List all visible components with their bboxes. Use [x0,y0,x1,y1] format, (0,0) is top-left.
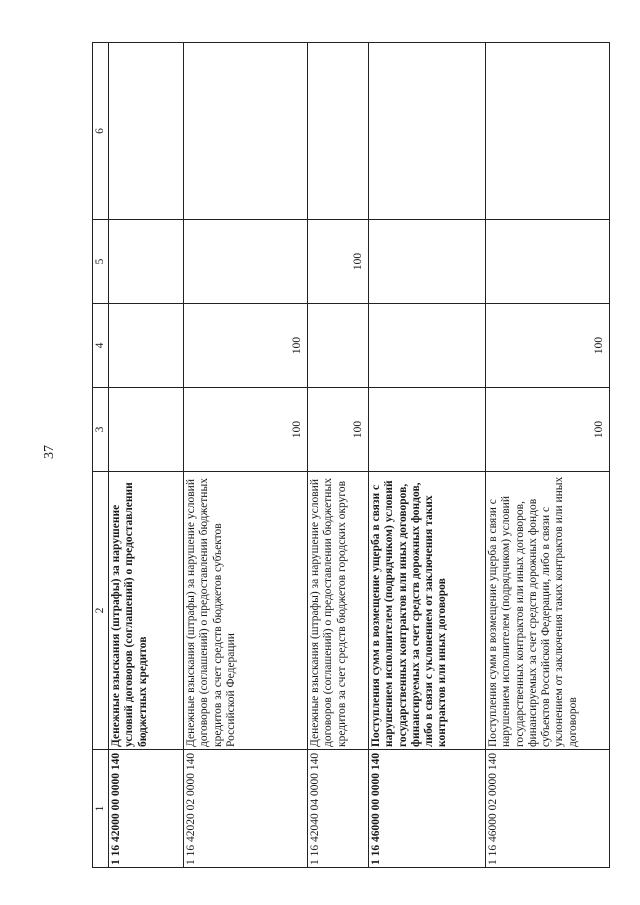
row-value-col6 [184,43,308,220]
header-row [93,43,109,868]
row-value-col3 [369,388,486,472]
row-value-col6 [308,43,369,220]
col-header-6: 6 [93,43,109,220]
table-row [184,43,308,868]
row-value-col3: 100 [308,388,369,472]
col-header-1: 1 [93,750,109,868]
row-value-col4 [109,304,184,388]
row-description: Денежные взыскания (штрафы) за нарушение условий договоров (соглашений) о предоставлении бюджетных кредитов за счет средств бюджетов городских округов [308,472,369,750]
row-description: Денежные взыскания (штрафы) за нарушение условий договоров (соглашений) о предоставлении бюджетных кредитов за счет средств бюджетов субъектов Российской Федерации [184,472,308,750]
row-description: Поступления сумм в возмещение ущерба в связи с нарушением исполнителем (подрядчиком) условий государственных контрактов или иных договоров, финансируемых за счет средств дорожных фондов, либо в связи с уклонением от заключения таких контрактов или иных договоров [369,472,486,750]
table-row [369,43,486,868]
row-value-col4: 100 [184,304,308,388]
row-value-col3 [109,388,184,472]
page-number: 37 [42,445,57,459]
row-value-col4 [308,304,369,388]
row-value-col4 [369,304,486,388]
row-value-col5: 100 [308,220,369,304]
row-value-col3: 100 [184,388,308,472]
row-code: 1 16 46000 00 0000 140 [369,750,486,868]
row-value-col6 [486,43,610,220]
col-header-3: 3 [93,388,109,472]
row-description: Поступления сумм в возмещение ущерба в связи с нарушением исполнителем (подрядчиком) условий государственных контрактов или иных договоров, финансируемых за счет средств дорожных фондов субъектов Российской Федерации, либо в связи с уклонением от заключения таких контрактов или иных договоров [486,472,610,750]
row-code: 1 16 46000 02 0000 140 [486,750,610,868]
row-value-col3: 100 [486,388,610,472]
col-header-4: 4 [93,304,109,388]
table-row [308,43,369,868]
row-code: 1 16 42020 02 0000 140 [184,750,308,868]
revenue-distribution-table [92,42,610,868]
row-value-col5 [369,220,486,304]
col-header-2: 2 [93,472,109,750]
row-value-col6 [109,43,184,220]
table-row [486,43,610,868]
row-value-col5 [486,220,610,304]
row-code: 1 16 42000 00 0000 140 [109,750,184,868]
row-value-col5 [184,220,308,304]
table-row [109,43,184,868]
row-description: Денежные взыскания (штрафы) за нарушение условий договоров (соглашений) о предоставлении бюджетных кредитов [109,472,184,750]
row-value-col4: 100 [486,304,610,388]
rotated-table-wrapper [92,43,605,868]
row-value-col5 [109,220,184,304]
row-code: 1 16 42040 04 0000 140 [308,750,369,868]
row-value-col6 [369,43,486,220]
col-header-5: 5 [93,220,109,304]
